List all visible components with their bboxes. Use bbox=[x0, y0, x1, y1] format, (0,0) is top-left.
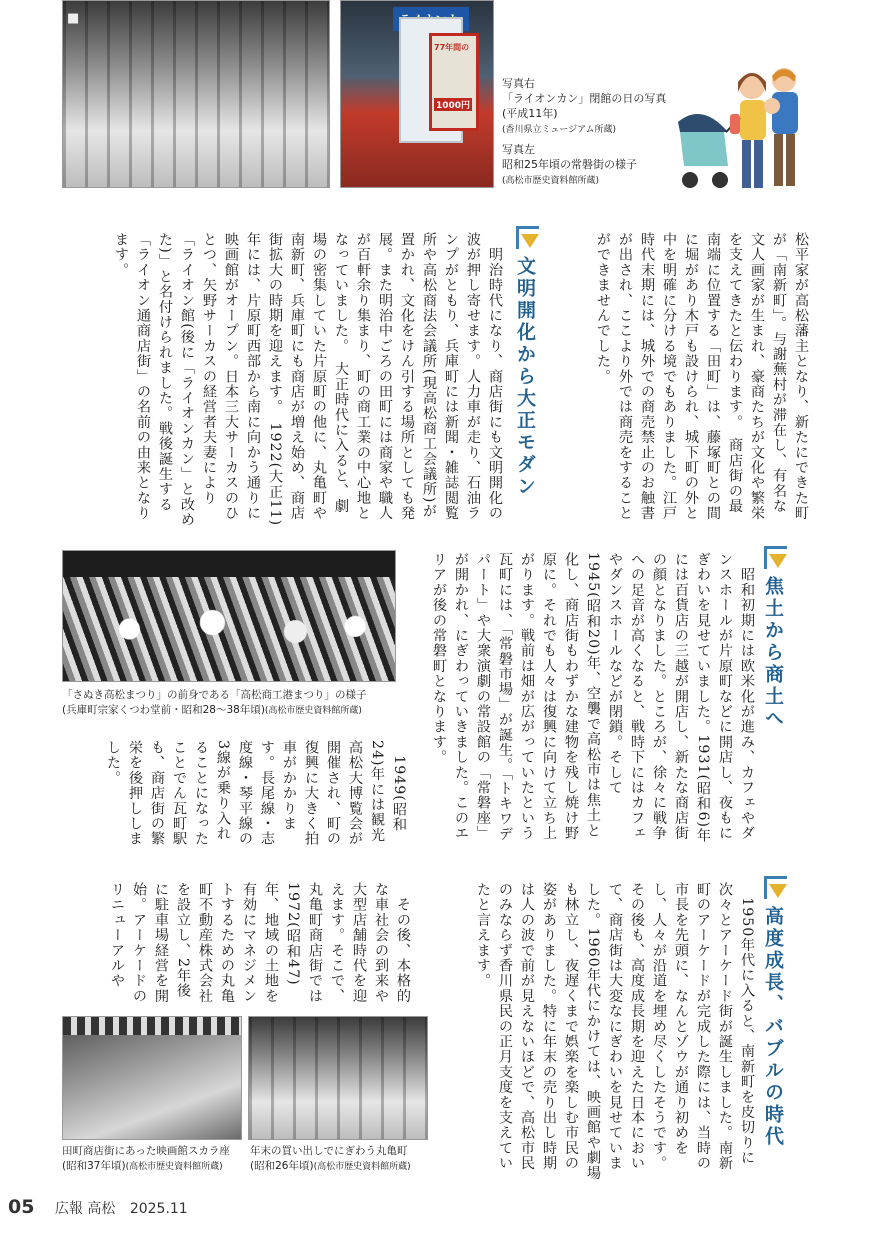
heading-bunmei: 文明開化から大正モダン bbox=[514, 256, 536, 498]
photo-parade bbox=[62, 550, 396, 682]
kodo-text-top: 1950年代に入ると、南新町を皮切りに次々とアーケード街が誕生しました。南新町のアーケードが完成した際には、当時の市長を先頭に、なんとゾウが通り初めをし、人々が沿道を埋め尽くしたそうです。 その後も、高度成長期を迎えた日本において、商店街は大変なにぎわいを見せていました。1960年代にかけては、映画館や劇場も林立し、夜遅くまで娯楽を楽しむ市民の姿がありました。特に年末の売り出し時期は人の波で前が見えないほどで、高松市民のみならず香川県民の正月支度を支えていたと言えます。 bbox=[475, 882, 755, 1181]
cinema-marquee bbox=[63, 1017, 241, 1035]
issue-date: 2025.11 bbox=[129, 1201, 188, 1217]
right-photo-era: (平成11年) bbox=[502, 107, 558, 120]
parade-caption-line2: (兵庫町宗家くつわ堂前・昭和28～38年頃) bbox=[62, 704, 265, 716]
left-photo-title: 写真左 bbox=[502, 143, 535, 156]
intro-text: 松平家が高松藩主となり、新たにできた町が「南新町」。与謝蕪村が滞在し、有名な文人画家が生まれ、豪商たちが文化や繁栄を支えてきたと伝わります。 商店街の最南端に位置する「田町」は、藤塚町との間に堀があり木戸も設けられ、城下町の外と中を明確に分ける境でもありました。江戸時代末期には、城外での商売禁止のお触書が出され、ここより外では商売をすることができませんでした。 bbox=[595, 232, 809, 521]
parade-caption bbox=[62, 688, 402, 719]
cinema-caption-line2: (昭和37年頃) bbox=[62, 1160, 126, 1172]
page-footer bbox=[8, 1196, 188, 1218]
right-photo-title: 写真右 bbox=[502, 77, 535, 90]
heading-kodo: 高度成長、バブルの時代 bbox=[762, 906, 784, 1148]
marugame-caption-source: (高松市歴史資料館所蔵) bbox=[313, 1162, 411, 1172]
shodo-text-top: 昭和初期には欧米化が進み、カフェやダンスホールが片原町などに開店し、夜もにぎわいを見せていました。1931(昭和6)年には百貨店の三越が開店し、新たな商店街の顔となりました。ところが、徐々に戦争への足音が高くなると、戦時下にはカフェやダンスホールなどが閉鎖。そして1945(昭和20)年、空襲で高松市は焦土と化し、商店街もわずかな建物を残し焼け野原に。それでも人々は復興に向けて立ち上がります。戦前は畑が広がっていたという瓦町には、「常磐市場」が誕生。「トキワデパート」や大衆演劇の常設館の「常磐座」が開かれ、にぎわっていきました。このエリアが後の常磐町となります。 bbox=[431, 552, 755, 844]
photo-street-sign: ■ bbox=[67, 11, 80, 26]
parade-caption-source: (高松市歴史資料館所蔵) bbox=[264, 706, 362, 716]
kodo-text-bottom: その後、本格的な車社会の到来や大型店舗時代を迎えます。そこで、丸亀町商店街では1972(昭和47)年、地域の土地を有効にマネジメントするための丸亀町不動産株式会社を設立し、2年後に駐車場経営を開始。アーケードのリニューアルや bbox=[109, 882, 411, 1004]
marugame-caption-line2: (昭和26年頃) bbox=[250, 1160, 314, 1172]
bunmei-text: 明治時代になり、商店街にも文明開化の波が押し寄せます。人力車が走り、石油ランプがともり、兵庫町には新聞・雑誌閲覧所や高松商法会議所(現高松商工会議所)が置かれ、文化をけん引する場所としても発展。また明治中ごろの田町には商家や職人が百軒余り集まり、町の商工業の中心地となっていました。 大正時代に入ると、劇場の密集していた片原町の他に、丸亀町や南新町、兵庫町にも商店が増え始め、商店街拡大の時期を迎えます。 1922(大正11)年には、片原町西部から南に向かう通りに映画館がオープン。日本三大サーカスのひとつ、矢野サーカスの経営者夫妻により「ライオン館(後に「ライオンカン」と改めた)」と名付けられました。戦後誕生する「ライオン通商店街」の名前の由来となります。 bbox=[113, 232, 503, 528]
photo-tokiwa-street bbox=[62, 0, 330, 188]
photo-scala-cinema bbox=[62, 1016, 242, 1140]
heading-shodo: 焦土から商土へ bbox=[762, 576, 784, 730]
photo-marugame-crowd bbox=[248, 1016, 428, 1140]
right-photo-source: (香川県立ミュージアム所蔵) bbox=[502, 125, 617, 135]
family-illustration bbox=[668, 62, 808, 198]
left-photo-source: (高松市歴史資料館所蔵) bbox=[502, 176, 600, 186]
shodo-text-bottom: 1949(昭和24)年には観光高松大博覧会が開催され、町の復興に大きく拍車がかかります。長尾線・志度線・琴平線の3線が乗り入れることになったことでん瓦町駅も、商店街の繁栄を後押ししました。 bbox=[105, 740, 407, 847]
closing-poster: 77年間の 1000円 bbox=[429, 33, 479, 131]
left-photo-desc: 昭和25年頃の常磐街の様子 bbox=[502, 158, 637, 171]
publication-name: 広報 高松 bbox=[54, 1201, 116, 1217]
marugame-caption bbox=[250, 1144, 436, 1175]
cinema-caption bbox=[62, 1144, 246, 1175]
top-photo-caption bbox=[502, 76, 672, 189]
cinema-caption-source: (高松市歴史資料館所蔵) bbox=[125, 1162, 223, 1172]
parade-caption-line1: 「さぬき高松まつり」の前身である「高松商工港まつり」の様子 bbox=[62, 689, 367, 701]
right-photo-desc: 「ライオンカン」閉館の日の写真 bbox=[502, 92, 667, 105]
cinema-caption-line1: 田町商店街にあった映画館スカラ座 bbox=[62, 1145, 230, 1157]
marugame-caption-line1: 年末の買い出しでにぎわう丸亀町 bbox=[250, 1145, 408, 1157]
parade-sign-band bbox=[63, 551, 395, 577]
photo-lion-kan bbox=[340, 0, 494, 188]
page-number: 05 bbox=[8, 1196, 35, 1218]
